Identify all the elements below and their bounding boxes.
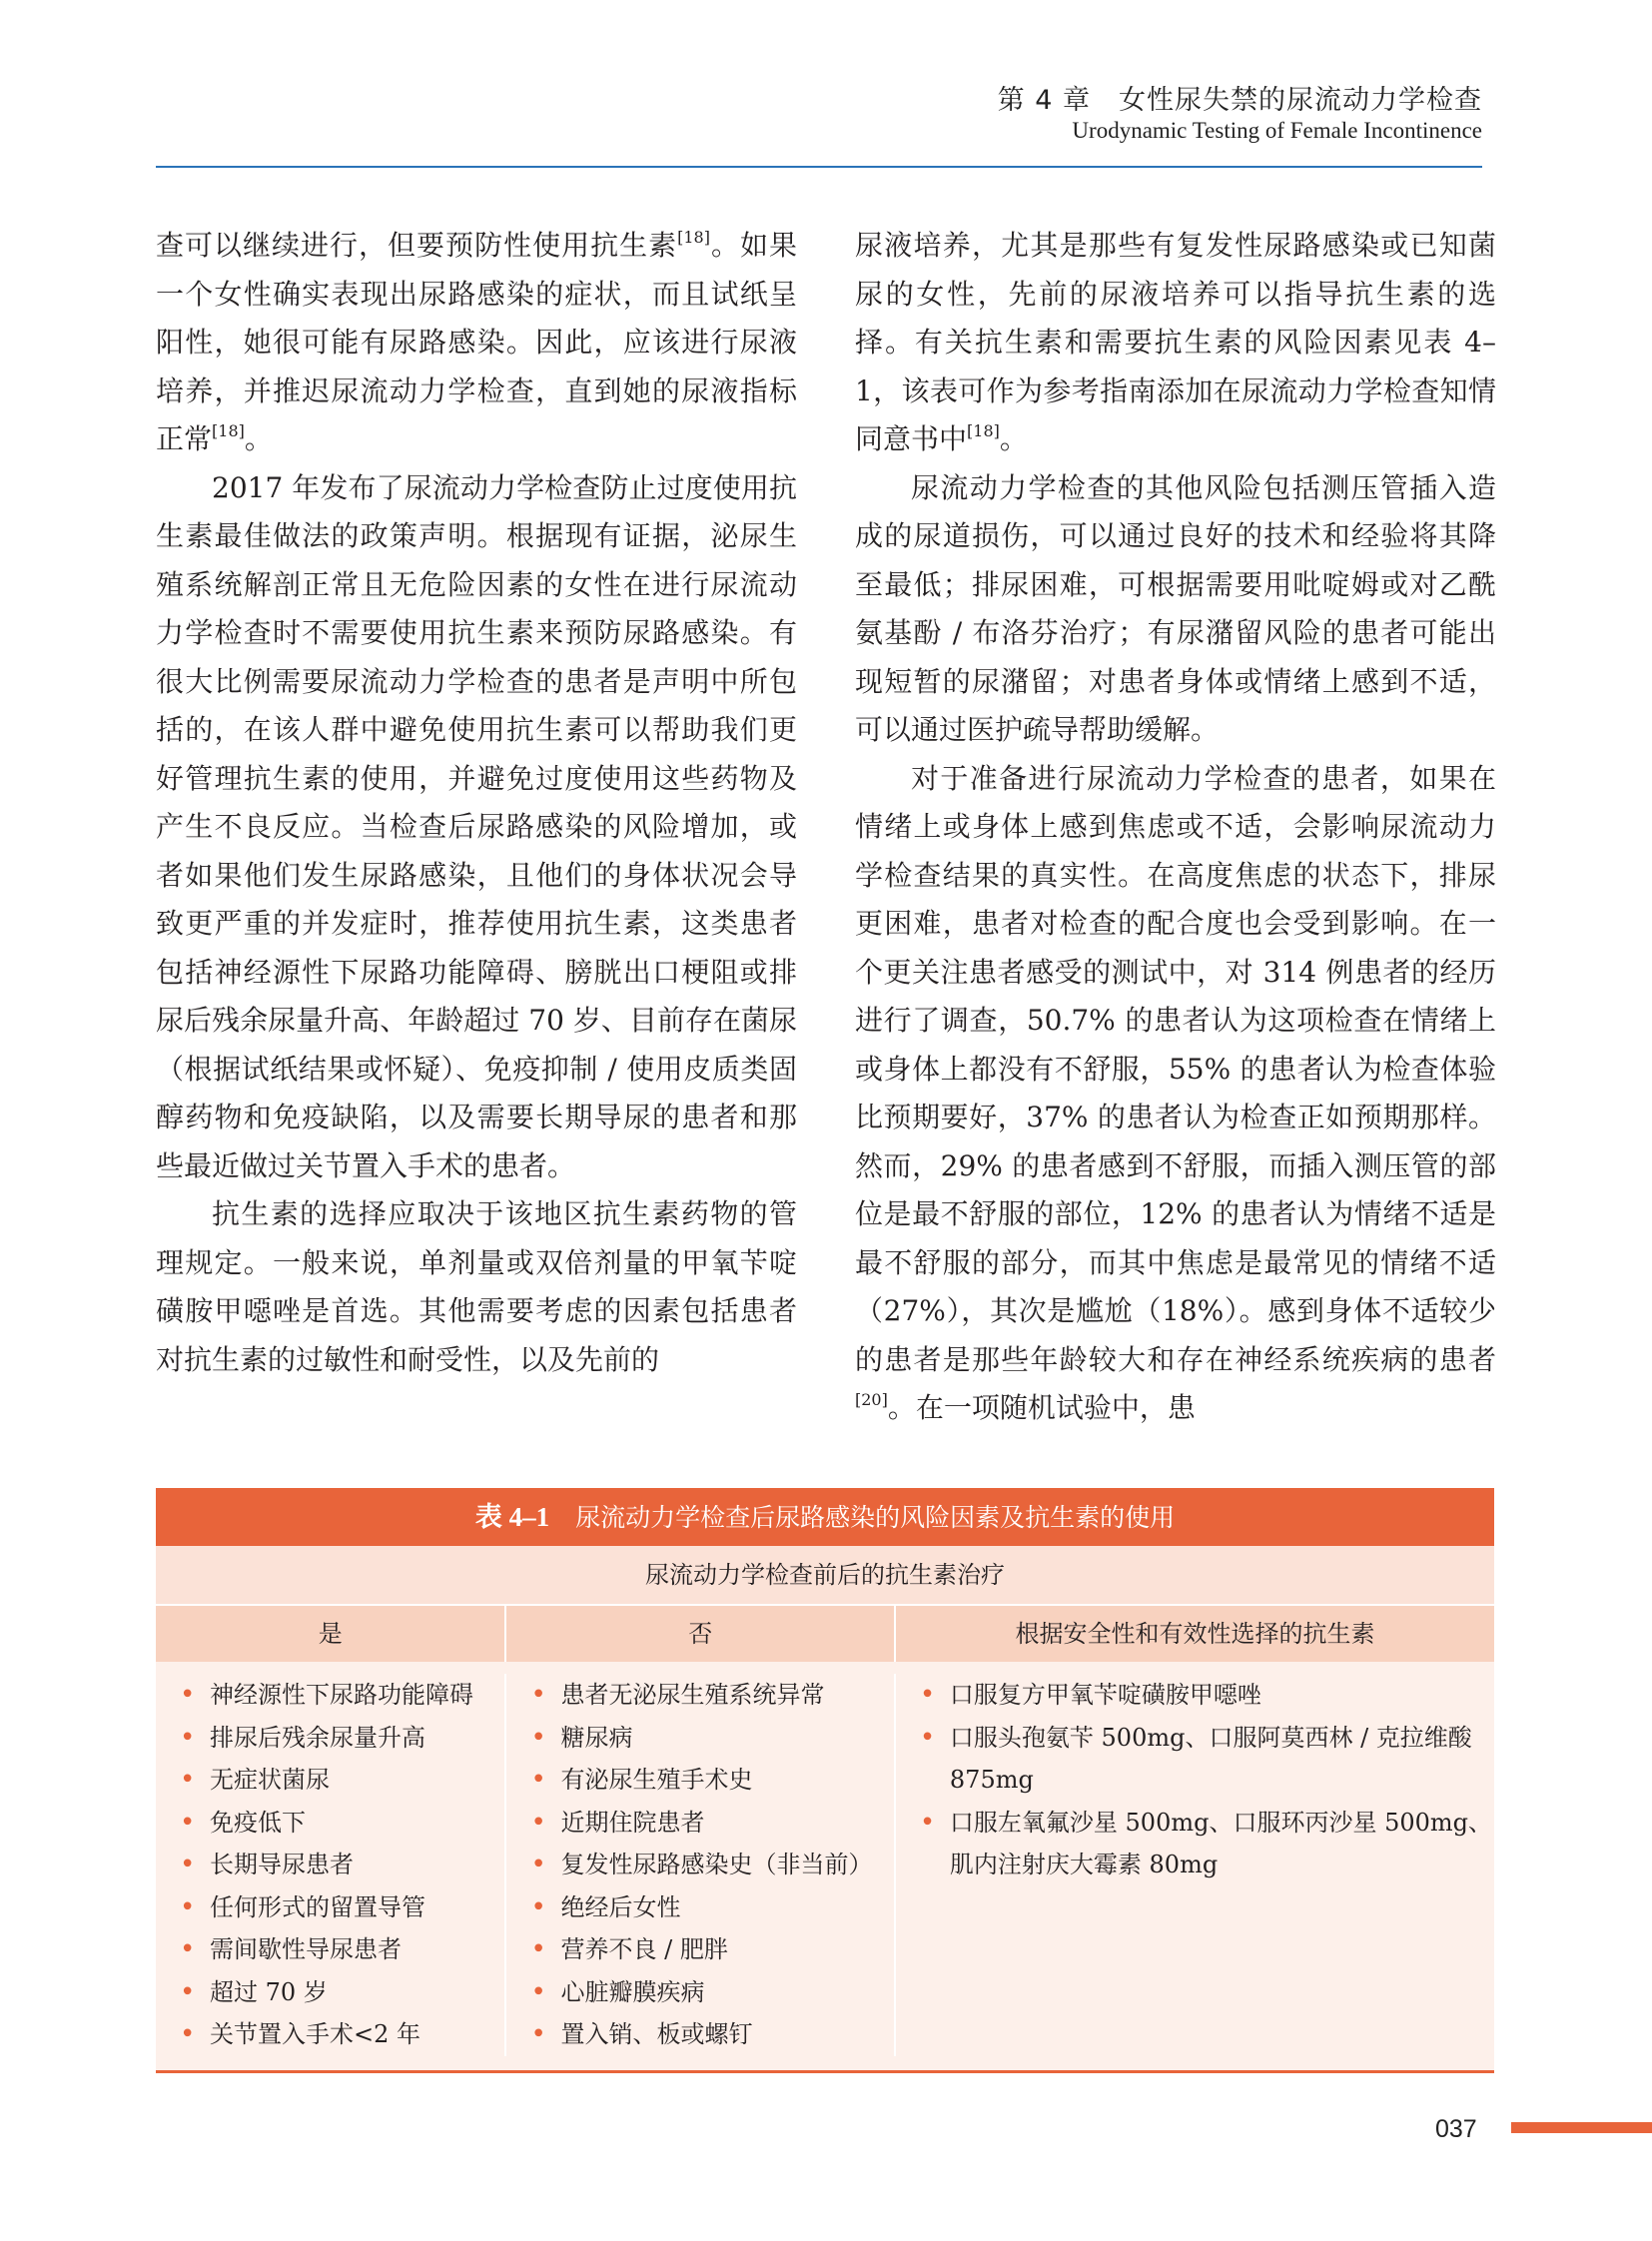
header-no: 否 <box>506 1606 895 1662</box>
text-run: 。 <box>244 422 273 455</box>
chapter-title-en: Urodynamic Testing of Female Incontinence <box>1072 118 1482 143</box>
list-item: • 口服头孢氨苄 500mg、口服阿莫西林 / 克拉维酸 875mg <box>920 1717 1494 1802</box>
list-item: • 置入销、板或螺钉 <box>530 2013 893 2056</box>
list-item: • 长期导尿患者 <box>180 1844 504 1886</box>
page-number-bar <box>1511 2122 1652 2133</box>
list-item: • 患者无泌尿生殖系统异常 <box>530 1674 893 1717</box>
paragraph <box>156 222 797 464</box>
citation: [20] <box>855 1390 888 1409</box>
chapter-title: 第 4 章 女性尿失禁的尿流动力学检查 <box>997 85 1482 116</box>
list-item: • 排尿后残余尿量升高 <box>180 1717 504 1760</box>
list-item: • 口服左氧氟沙星 500mg、口服环丙沙星 500mg、肌内注射庆大霉素 80mg <box>920 1802 1494 1886</box>
risk-factor-table <box>156 1488 1494 2073</box>
column-yes <box>156 1674 506 2056</box>
list-item: • 心脏瓣膜疾病 <box>530 1971 893 2014</box>
table-number: 表 4–1 <box>474 1502 550 1532</box>
paragraph: 抗生素的选择应取决于该地区抗生素药物的管理规定。一般来说，单剂量或双倍剂量的甲氧苄啶磺胺甲噁唑是首选。其他需要考虑的因素包括患者对抗生素的过敏性和耐受性，以及先前的 <box>156 1197 797 1376</box>
paragraph: 2017 年发布了尿流动力学检查防止过度使用抗生素最佳做法的政策声明。根据现有证据，泌尿生殖系统解剖正常且无危险因素的女性在进行尿流动力学检查时不需要使用抗生素来预防尿路感染。有很大比例需要尿流动力学检查的患者是声明中所包括的，在该人群中避免使用抗生素可以帮助我们更好管理抗生素的使用，并避免过度使用这些药物及产生不良反应。当检查后尿路感染的风险增加，或者如果他们发生尿路感染，且他们的身体状况会导致更严重的并发症时，推荐使用抗生素，这类患者包括神经源性下尿路功能障碍、膀胱出口梗阻或排尿后残余尿量升高、年龄超过 70 岁、目前存在菌尿（根据试纸结果或怀疑）、免疫抑制 / 使用皮质类固醇药物和免疫缺陷，以及需要长期导尿的患者和那些最近做过关节置入手术的患者。 <box>156 470 797 1182</box>
text-run: 。 <box>999 422 1028 455</box>
header-antibiotics: 根据安全性和有效性选择的抗生素 <box>1015 1620 1375 1648</box>
left-column <box>156 222 797 1384</box>
list-item: • 神经源性下尿路功能障碍 <box>180 1674 504 1717</box>
running-header <box>156 70 1482 168</box>
text-run: 查可以继续进行，但要预防性使用抗生素 <box>156 229 678 262</box>
list-item: • 营养不良 / 肥胖 <box>530 1928 893 1971</box>
list-item: • 免疫低下 <box>180 1802 504 1845</box>
table-caption: 尿流动力学检查后尿路感染的风险因素及抗生素的使用 <box>575 1503 1176 1532</box>
right-column <box>855 222 1496 1433</box>
list-item: • 无症状菌尿 <box>180 1759 504 1802</box>
list-item: • 有泌尿生殖手术史 <box>530 1759 893 1802</box>
table-title <box>156 1488 1494 1546</box>
list-item: • 复发性尿路感染史（非当前） <box>530 1844 893 1886</box>
paragraph <box>855 222 1496 464</box>
list-item: • 关节置入手术<2 年 <box>180 2013 504 2056</box>
table-header-row <box>156 1606 1494 1662</box>
paragraph: 尿流动力学检查的其他风险包括测压管插入造成的尿道损伤，可以通过良好的技术和经验将其降至最低；排尿困难，可根据需要用吡啶姆或对乙酰氨基酚 / 布洛芬治疗；有尿潴留风险的患者可能出现短暂的尿潴留；对患者身体或情绪上感到不适，可以通过医护疏导帮助缓解。 <box>855 470 1496 746</box>
text-run: 。如果一个女性确实表现出尿路感染的症状，而且试纸呈阳性，她很可能有尿路感染。因此，应该进行尿液培养，并推迟尿流动力学检查，直到她的尿液指标正常 <box>156 229 797 455</box>
citation: [18] <box>212 421 245 440</box>
paragraph <box>855 755 1496 1433</box>
list-item: • 糖尿病 <box>530 1717 893 1760</box>
text-run: 尿液培养，尤其是那些有复发性尿路感染或已知菌尿的女性，先前的尿液培养可以指导抗生素的选择。有关抗生素和需要抗生素的风险因素见表 4–1，该表可作为参考指南添加在尿流动力学检查知情同意书中 <box>855 229 1496 455</box>
column-no <box>506 1674 895 2056</box>
list-item: • 绝经后女性 <box>530 1886 893 1929</box>
table-body <box>156 1662 1494 2070</box>
list-item: • 任何形式的留置导管 <box>180 1886 504 1929</box>
list-item: • 口服复方甲氧苄啶磺胺甲噁唑 <box>920 1674 1494 1717</box>
table-subtitle: 尿流动力学检查前后的抗生素治疗 <box>156 1546 1494 1606</box>
list-item: • 近期住院患者 <box>530 1802 893 1845</box>
list-item: • 超过 70 岁 <box>180 1971 504 2014</box>
list-item: • 需间歇性导尿患者 <box>180 1928 504 1971</box>
text-run: 对于准备进行尿流动力学检查的患者，如果在情绪上或身体上感到焦虑或不适，会影响尿流动力学检查结果的真实性。在高度焦虑的状态下，排尿更困难，患者对检查的配合度也会受到影响。在一个更关注患者感受的测试中，对 314 例患者的经历进行了调查，50.7% 的患者认为这项检查在情绪上或身体上都没有不舒服，55% 的患者认为检查体验比预期要好，37% 的患者认为检查正如预期那样。然而，29% 的患者感到不舒服，而插入测压管的部位是最不舒服的部位，12% 的患者认为情绪不适是最不舒服的部分，而其中焦虑是最常见的情绪不适（27%），其次是尴尬（18%）。感到身体不适较少的患者是那些年龄较大和存在神经系统疾病的患者 <box>855 761 1496 1376</box>
page-number: 037 <box>1435 2115 1477 2143</box>
text-run: 。在一项随机试验中，患 <box>887 1391 1196 1424</box>
column-antibiotics <box>896 1674 1494 2056</box>
header-yes: 是 <box>156 1606 506 1662</box>
citation: [18] <box>967 421 1000 440</box>
citation: [18] <box>677 228 710 247</box>
